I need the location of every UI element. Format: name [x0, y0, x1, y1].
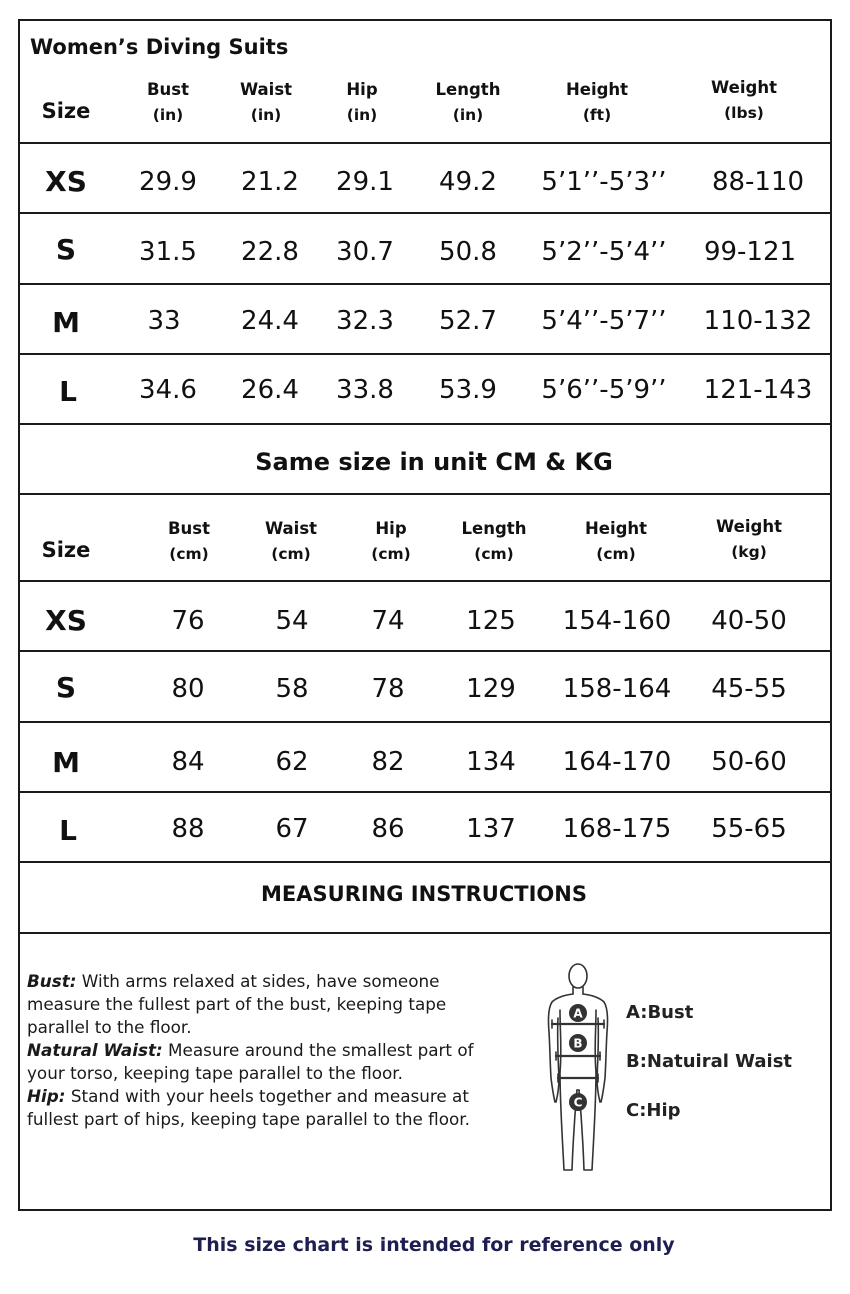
marker-c: [569, 1093, 587, 1111]
header-length-cm: Length (cm): [461, 519, 527, 563]
marker-c-label: C: [573, 1095, 583, 1110]
value-cell: 29.1: [336, 167, 394, 197]
divider: [20, 493, 830, 495]
value-cell: 88-110: [711, 167, 805, 197]
header-height-ft: Height (ft): [565, 80, 629, 124]
value-cell: 49.2: [439, 167, 497, 197]
marker-a: [569, 1004, 587, 1022]
divider: [20, 212, 830, 214]
divider: [20, 283, 830, 285]
value-cell: 50.8: [439, 237, 497, 267]
value-cell: 33: [147, 306, 181, 336]
instructions-title: MEASURING INSTRUCTIONS: [261, 882, 587, 906]
divider: [20, 142, 830, 144]
value-cell: 32.3: [336, 306, 394, 336]
instructions-text: [27, 970, 487, 1131]
value-cell: 30.7: [336, 237, 394, 267]
legend-waist: B:Natuiral Waist: [626, 1051, 793, 1072]
value-cell: 24.4: [241, 306, 299, 336]
header-weight-kg: Weight (kg): [716, 517, 782, 561]
value-cell: 129: [466, 674, 516, 704]
value-cell: 67: [275, 814, 309, 844]
value-cell: 99-121: [703, 237, 797, 267]
value-cell: 88: [171, 814, 205, 844]
value-cell: 158-164: [562, 674, 672, 704]
legend-hip: C:Hip: [626, 1100, 681, 1121]
header-hip-cm: Hip (cm): [371, 519, 411, 563]
value-cell: 78: [371, 674, 405, 704]
value-cell: 29.9: [139, 167, 197, 197]
divider: [20, 650, 830, 652]
value-cell: 22.8: [241, 237, 299, 267]
divider: [20, 353, 830, 355]
value-cell: 86: [371, 814, 405, 844]
header-length-in: Length (in): [435, 80, 501, 124]
value-cell: 52.7: [439, 306, 497, 336]
marker-a-label: A: [573, 1006, 583, 1021]
header-bust-in: Bust (in): [146, 80, 190, 124]
value-cell: 74: [371, 606, 405, 636]
value-cell: 5’6’’-5’9’’: [541, 375, 667, 405]
marker-b: [569, 1034, 587, 1052]
value-cell: 5’4’’-5’7’’: [541, 306, 667, 336]
size-column-header: Size: [41, 99, 91, 123]
divider: [20, 721, 830, 723]
value-cell: 137: [466, 814, 516, 844]
value-cell: 121-143: [703, 375, 813, 405]
size-cell: L: [59, 375, 77, 408]
value-cell: 82: [371, 747, 405, 777]
marker-b-label: B: [573, 1036, 583, 1051]
value-cell: 164-170: [562, 747, 672, 777]
value-cell: 40-50: [711, 606, 787, 636]
value-cell: 168-175: [562, 814, 672, 844]
size-cell: S: [55, 233, 77, 266]
size-cell: M: [52, 746, 80, 779]
size-cell: XS: [45, 165, 87, 198]
size-cell: M: [52, 306, 80, 339]
header-waist-cm: Waist (cm): [264, 519, 318, 563]
header-bust-cm: Bust (cm): [167, 519, 211, 563]
value-cell: 34.6: [139, 375, 197, 405]
footer-note: This size chart is intended for reference only: [193, 1234, 675, 1256]
waist-instruction: Natural Waist: Measure around the smallest part of your torso, keeping tape parallel to the floor.: [27, 1040, 474, 1083]
value-cell: 110-132: [703, 306, 813, 336]
value-cell: 80: [171, 674, 205, 704]
value-cell: 125: [466, 606, 516, 636]
hip-instruction: Hip: Stand with your heels together and measure at fullest part of hips, keeping tape parallel to the floor.: [27, 1086, 470, 1129]
value-cell: 50-60: [711, 747, 787, 777]
size-cell: L: [59, 814, 77, 847]
value-cell: 45-55: [711, 674, 787, 704]
header-weight-lbs: Weight (lbs): [711, 78, 777, 122]
divider: [20, 932, 830, 934]
value-cell: 31.5: [139, 237, 197, 267]
header-hip-in: Hip (in): [346, 80, 378, 124]
bust-instruction: Bust: With arms relaxed at sides, have someone measure the fullest part of the bust, keeping tape parallel to the floor.: [27, 971, 447, 1037]
header-height-cm: Height (cm): [584, 519, 648, 563]
value-cell: 134: [466, 747, 516, 777]
size-cell: S: [55, 671, 77, 704]
body-figure-icon: [538, 962, 618, 1177]
value-cell: 5’2’’-5’4’’: [541, 237, 667, 267]
size-column-header: Size: [41, 538, 91, 562]
value-cell: 5’1’’-5’3’’: [541, 167, 667, 197]
value-cell: 54: [275, 606, 309, 636]
divider: [20, 580, 830, 582]
legend-bust: A:Bust: [626, 1002, 694, 1023]
divider: [20, 423, 830, 425]
value-cell: 62: [275, 747, 309, 777]
size-cell: XS: [45, 604, 87, 637]
value-cell: 21.2: [241, 167, 299, 197]
chart-title: Women’s Diving Suits: [30, 35, 289, 59]
header-waist-in: Waist (in): [239, 80, 293, 124]
metric-section-title: Same size in unit CM & KG: [255, 448, 613, 476]
divider: [20, 791, 830, 793]
value-cell: 76: [171, 606, 205, 636]
value-cell: 84: [171, 747, 205, 777]
value-cell: 33.8: [336, 375, 394, 405]
value-cell: 53.9: [439, 375, 497, 405]
divider: [20, 861, 830, 863]
value-cell: 154-160: [562, 606, 672, 636]
value-cell: 55-65: [711, 814, 787, 844]
value-cell: 58: [275, 674, 309, 704]
value-cell: 26.4: [241, 375, 299, 405]
